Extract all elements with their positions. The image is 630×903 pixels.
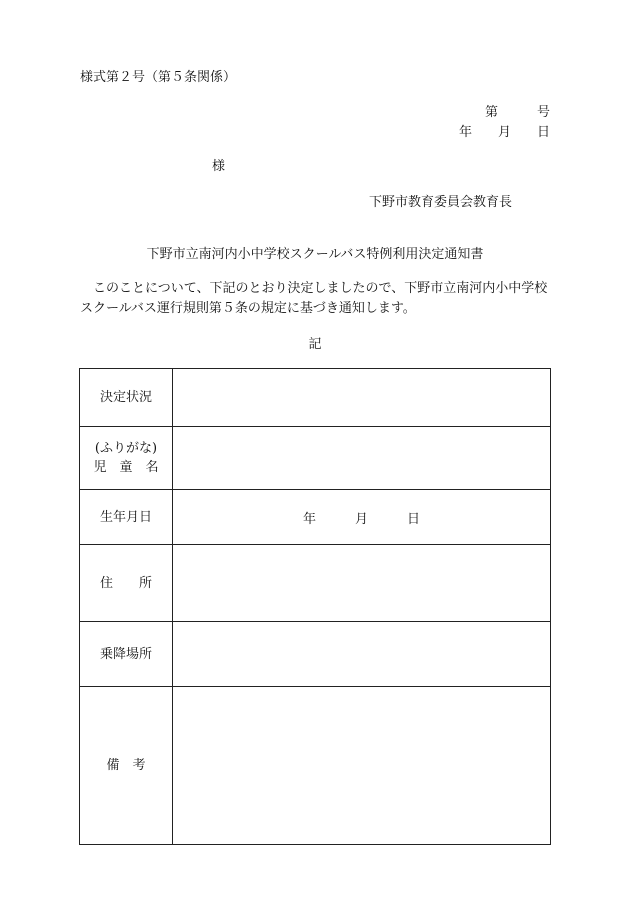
issuer: 下野市教育委員会教育長	[368, 195, 512, 210]
remarks-label: 備 考	[80, 687, 173, 845]
birthdate-row	[80, 490, 551, 545]
address-row	[80, 545, 551, 622]
child-name-label-cell	[80, 427, 173, 490]
body-text: このことについて、下記のとおり決定しましたので、下野市立南河内小中学校スクールバス運行規則第５条の規定に基づき通知します。	[80, 281, 548, 316]
address-label: 住 所	[80, 545, 173, 622]
decision-label: 決定状況	[80, 369, 173, 427]
addressee-suffix: 様	[212, 159, 226, 174]
ki-marker: 記	[308, 337, 322, 352]
child-name-label: 児 童 名	[93, 460, 159, 475]
remarks-value	[173, 687, 551, 845]
decision-value	[173, 369, 551, 427]
child-name-value	[173, 427, 551, 490]
address-value	[173, 545, 551, 622]
decision-row	[80, 369, 551, 427]
document-number-line: 第 号	[484, 105, 550, 120]
form-number: 様式第２号（第５条関係）	[80, 70, 237, 85]
birthdate-label: 生年月日	[80, 490, 173, 545]
date-line: 年 月 日	[458, 125, 550, 140]
stop-row	[80, 622, 551, 687]
furigana-label: (ふりがな)	[94, 441, 158, 456]
birthdate-value: 年 月 日	[173, 490, 551, 545]
details-table	[79, 368, 551, 845]
document-title: 下野市立南河内小中学校スクールバス特例利用決定通知書	[146, 247, 484, 262]
stop-label: 乗降場所	[80, 622, 173, 687]
remarks-row	[80, 687, 551, 845]
stop-value	[173, 622, 551, 687]
child-name-row	[80, 427, 551, 490]
